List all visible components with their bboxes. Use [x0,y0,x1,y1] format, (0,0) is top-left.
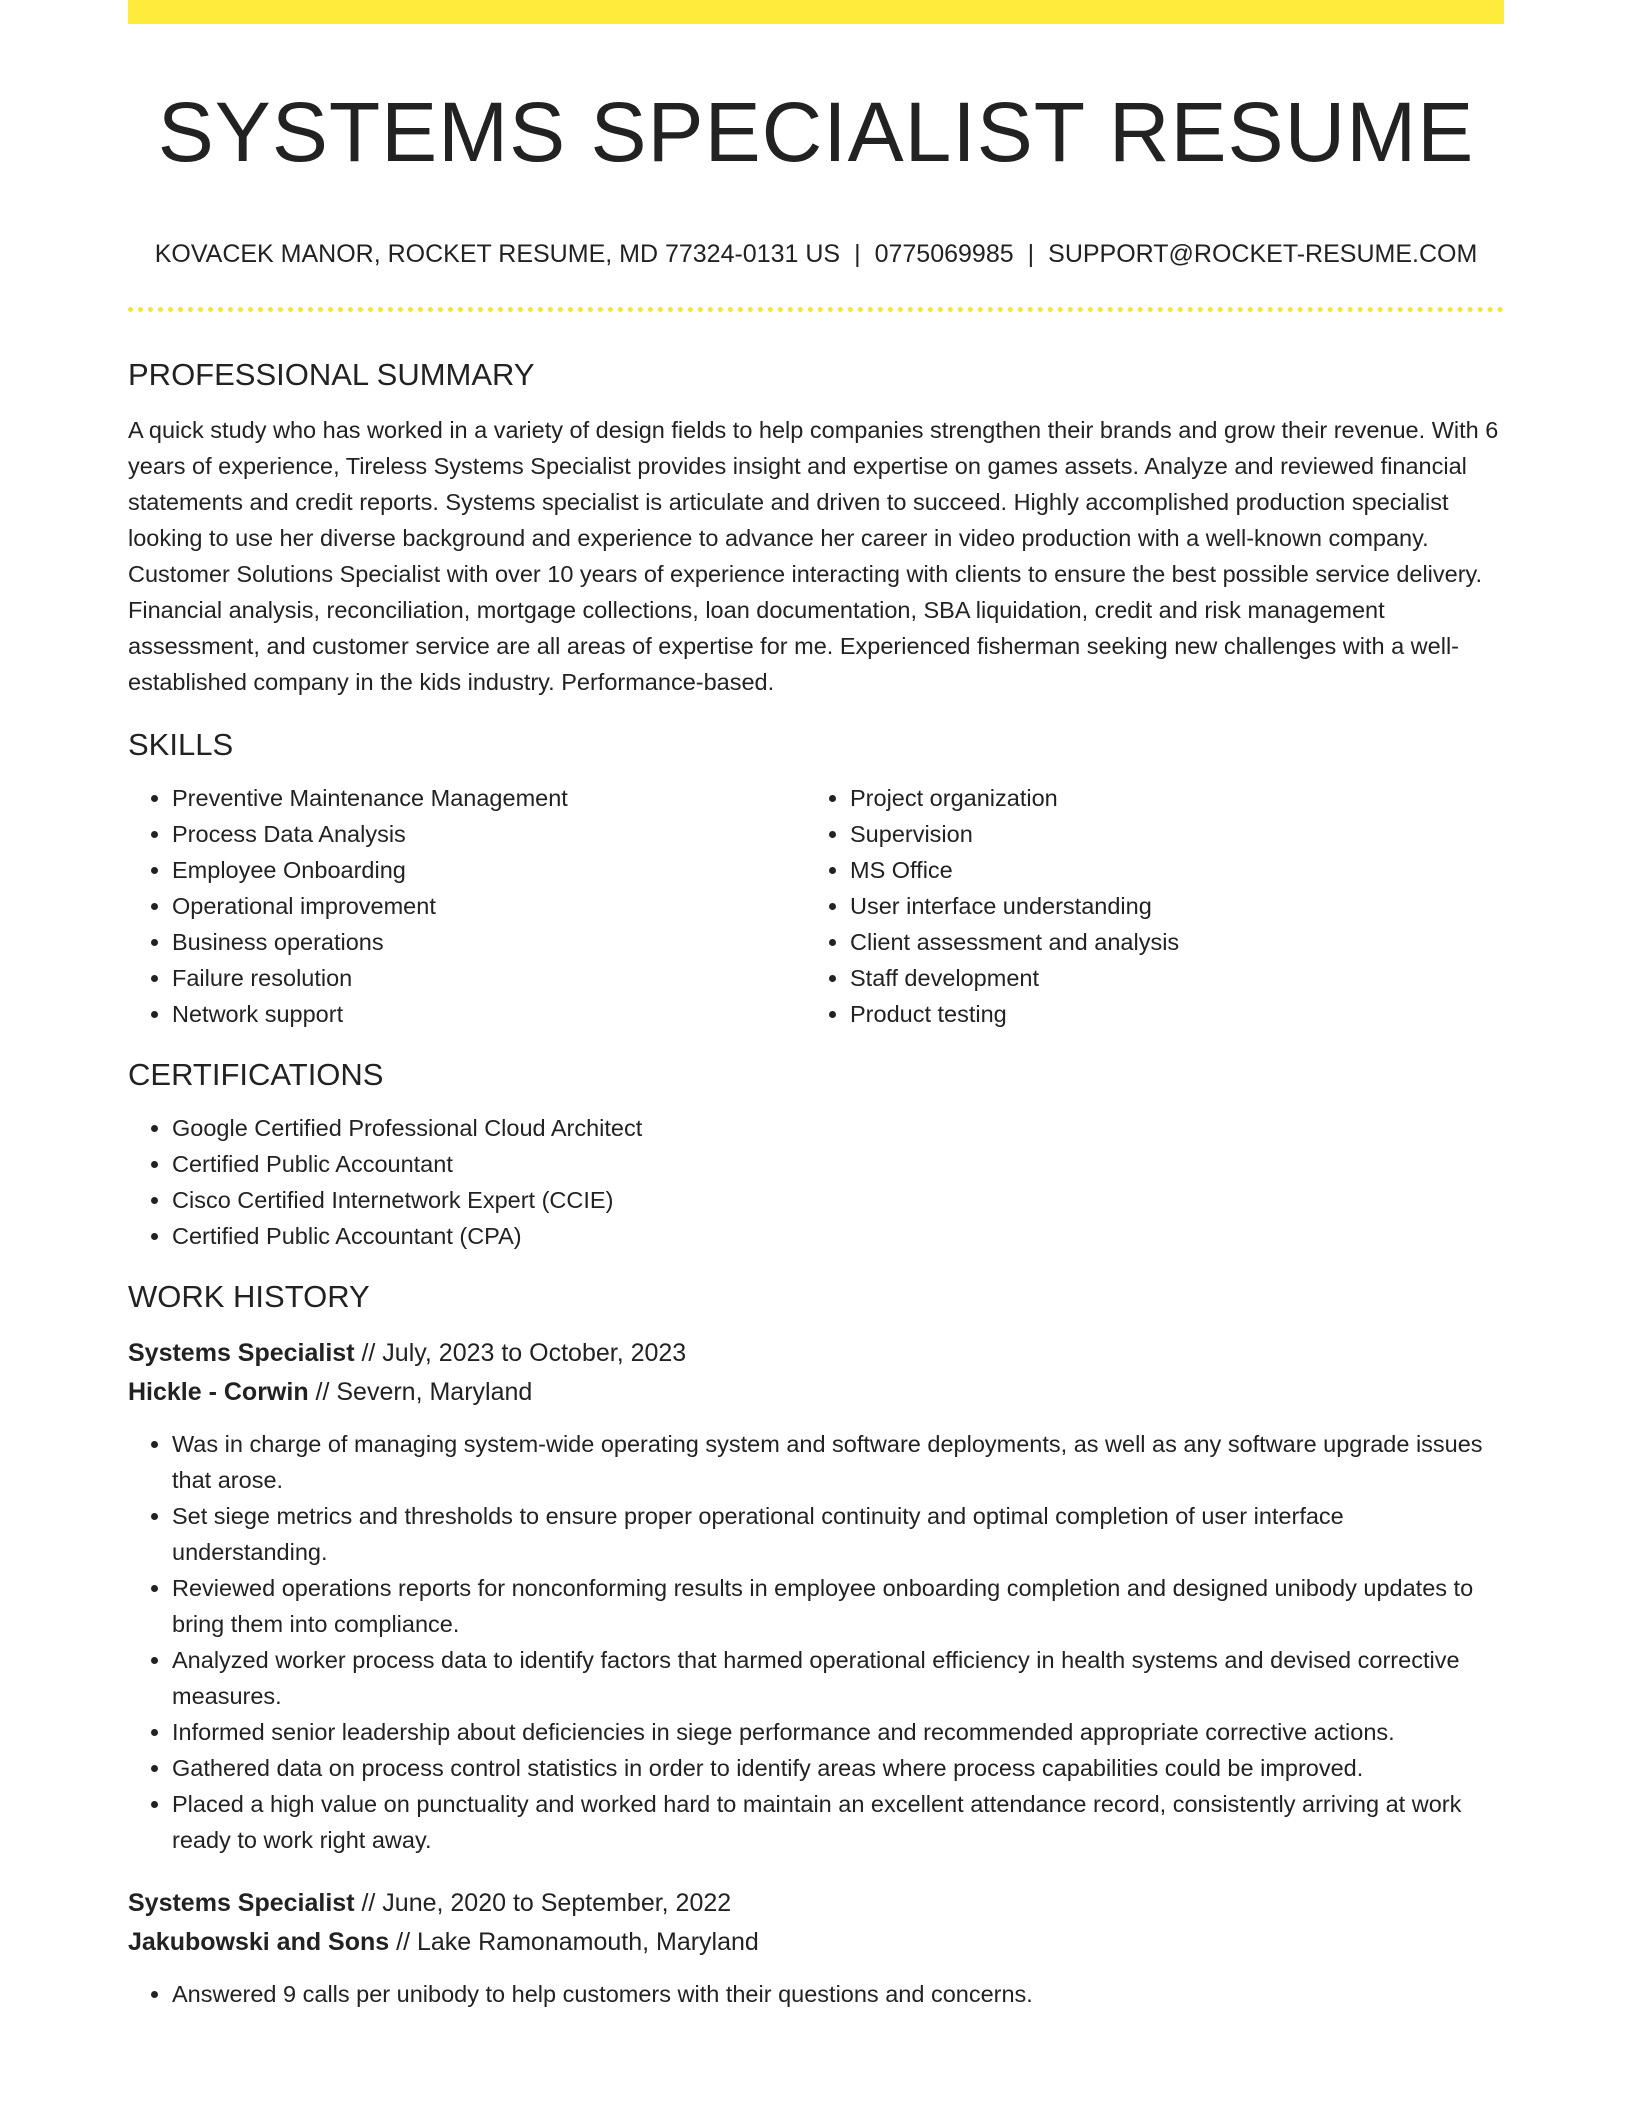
job-company-line [128,1373,1504,1412]
certifications-list [128,1110,1504,1254]
skill-item: • Operational improvement [172,888,806,924]
skill-item: • Client assessment and analysis [850,924,1484,960]
accent-bar [128,0,1504,24]
certifications-heading: CERTIFICATIONS [128,1057,384,1092]
job-company: Hickle - Corwin [128,1378,309,1406]
contact-separator: | [854,240,861,268]
certification-item: • Cisco Certified Internetwork Expert (CCIE) [172,1182,1504,1218]
job-location: // Lake Ramonamouth, Maryland [389,1928,759,1956]
skill-item: • Preventive Maintenance Management [172,780,806,816]
job-title-line [128,1334,1504,1373]
skills-column-left [128,780,806,1032]
skill-item: • MS Office [850,852,1484,888]
job-bullet: • Answered 9 calls per unibody to help customers with their questions and concerns. [172,1976,1504,2012]
resume-content [128,350,1504,2038]
job-title: Systems Specialist [128,1889,355,1917]
contact-email[interactable]: SUPPORT@ROCKET-RESUME.COM [1048,240,1478,268]
job-dates: // June, 2020 to September, 2022 [354,1889,732,1917]
skill-item: • Failure resolution [172,960,806,996]
job-bullet: • Informed senior leadership about deficiencies in siege performance and recommended appropriate corrective actions. [172,1714,1504,1750]
job-bullet: • Set siege metrics and thresholds to ensure proper operational continuity and optimal completion of user interface understanding. [172,1498,1504,1570]
resume-title: SYSTEMS SPECIALIST RESUME [157,85,1475,179]
contact-phone: 0775069985 [874,240,1014,268]
job-bullet: • Analyzed worker process data to identify factors that harmed operational efficiency in health systems and devised corrective measures. [172,1642,1504,1714]
job-bullet: • Reviewed operations reports for nonconforming results in employee onboarding completion and designed unibody updates to bring them into compliance. [172,1570,1504,1642]
skill-item: • User interface understanding [850,888,1484,924]
job-dates: // July, 2023 to October, 2023 [354,1339,687,1367]
job-bullet: • Gathered data on process control statistics in order to identify areas where process capabilities could be improved. [172,1750,1504,1786]
job-title: Systems Specialist [128,1339,355,1367]
summary-text: A quick study who has worked in a variety of design fields to help companies strengthen their brands and grow their revenue. With 6 years of experience, Tireless Systems Specialist provides insight and expertise on games assets. Analyze and reviewed financial statements and credit reports. Systems specialist is articulate and driven to succeed. Highly accomplished production specialist looking to use her diverse background and experience to advance her career in video production with a well-known company. Customer Solutions Specialist with over 10 years of experience interacting with clients to ensure the best possible service delivery. Financial analysis, reconciliation, mortgage collections, loan documentation, SBA liquidation, credit and risk management assessment, and customer service are all areas of expertise for me. Experienced fisherman seeking new challenges with a well-established company in the kids industry. Performance-based. [128,417,1499,695]
job-company-line [128,1923,1504,1962]
job-entry [128,1884,1504,2012]
skills-list-right [806,780,1484,1032]
job-entry [128,1334,1504,1858]
contact-line [128,236,1504,272]
summary-heading: PROFESSIONAL SUMMARY [128,357,535,392]
skills-section [128,720,1504,1032]
skill-item: • Product testing [850,996,1484,1032]
job-bullets [128,1426,1504,1858]
work-history-section [128,1272,1504,2012]
skill-item: • Process Data Analysis [172,816,806,852]
skill-item: • Supervision [850,816,1484,852]
skill-item: • Business operations [172,924,806,960]
job-location: // Severn, Maryland [308,1378,533,1406]
certification-item: • Google Certified Professional Cloud Architect [172,1110,1504,1146]
job-bullet: • Was in charge of managing system-wide operating system and software deployments, as well as any software upgrade issues that arose. [172,1426,1504,1498]
certification-item: • Certified Public Accountant (CPA) [172,1218,1504,1254]
dotted-divider [128,307,1504,312]
skill-item: • Employee Onboarding [172,852,806,888]
job-bullets [128,1976,1504,2012]
work-history-heading: WORK HISTORY [128,1279,370,1314]
certification-item: • Certified Public Accountant [172,1146,1504,1182]
skill-item: • Project organization [850,780,1484,816]
job-company: Jakubowski and Sons [128,1928,390,1956]
skills-list-left [128,780,806,1032]
summary-section [128,350,1504,700]
contact-separator: | [1027,240,1035,268]
contact-address: KOVACEK MANOR, ROCKET RESUME, MD 77324-0131 US [154,240,841,268]
job-title-line [128,1884,1504,1923]
skill-item: • Network support [172,996,806,1032]
skills-column-right [806,780,1484,1032]
skill-item: • Staff development [850,960,1484,996]
skills-heading: SKILLS [128,727,234,762]
certifications-section [128,1050,1504,1254]
skills-columns [128,780,1504,1032]
job-bullet: • Placed a high value on punctuality and worked hard to maintain an excellent attendance record, consistently arriving at work ready to work right away. [172,1786,1504,1858]
